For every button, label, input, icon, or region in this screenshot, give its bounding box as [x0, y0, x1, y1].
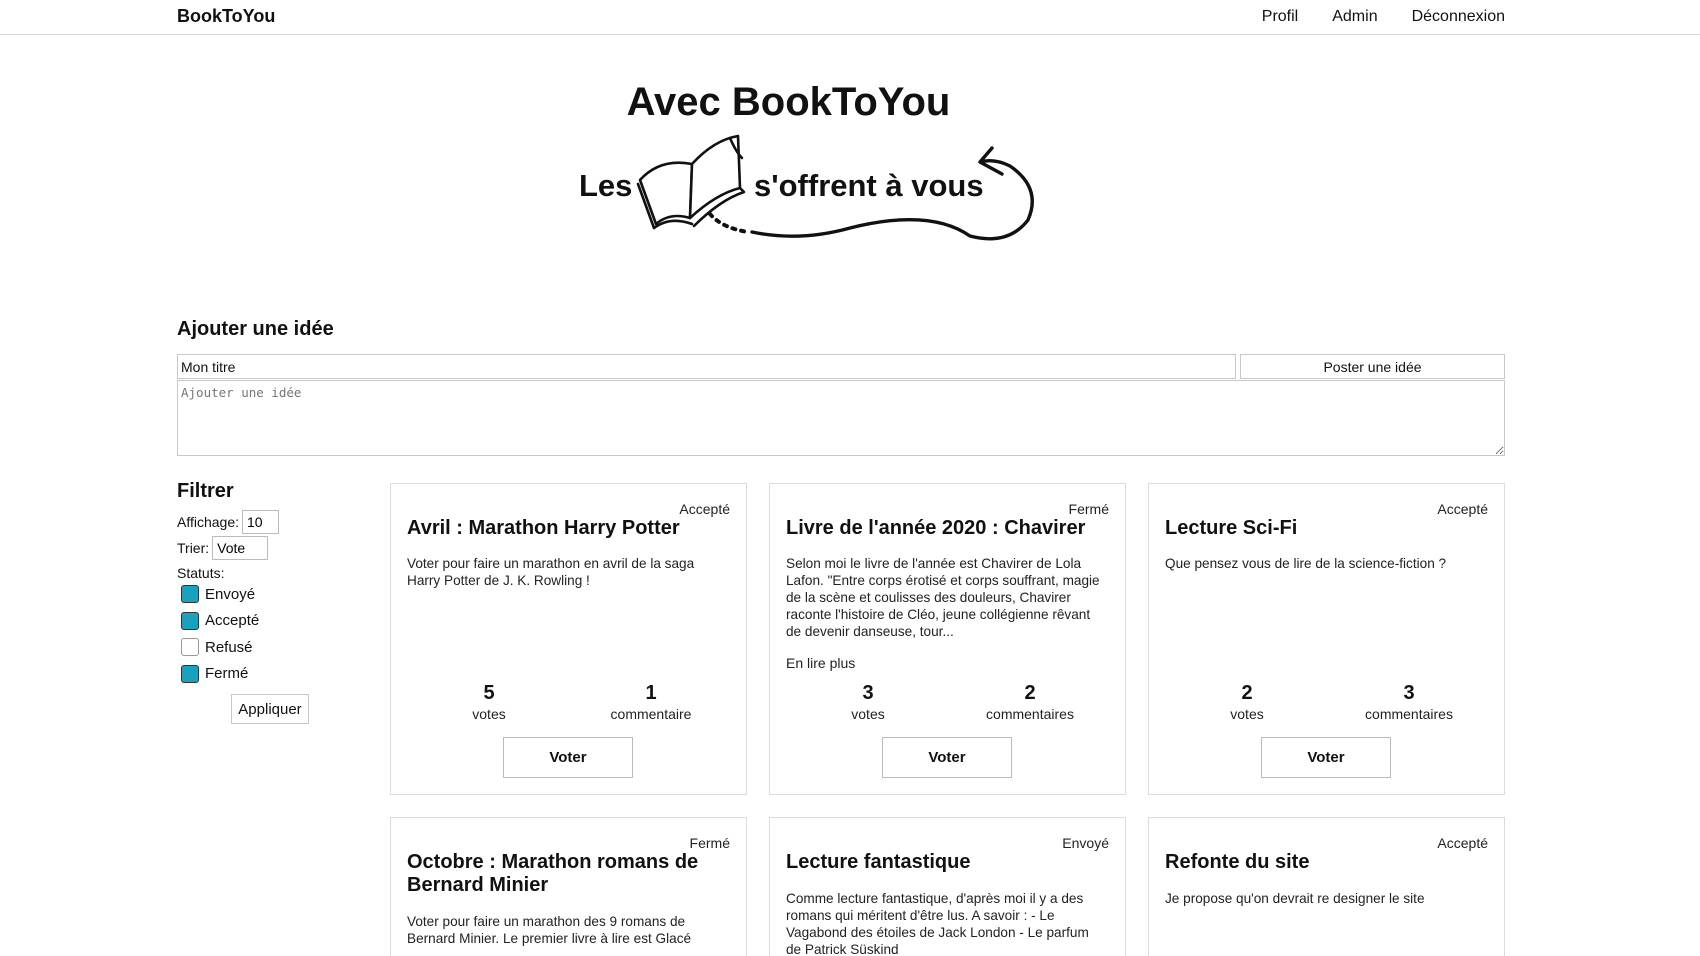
idea-title[interactable]: Lecture fantastique — [786, 851, 971, 873]
brand-logo[interactable]: BookToYou — [177, 6, 276, 26]
idea-card — [769, 483, 1126, 795]
hero-suffix: s'offrent à vous — [754, 168, 984, 203]
votes-label: votes — [1230, 706, 1264, 722]
idea-description: Que pensez vous de lire de la science-fiction ? — [1165, 556, 1447, 571]
nav-admin-link[interactable]: Admin — [1332, 8, 1378, 25]
status-option-label: Envoyé — [205, 585, 256, 603]
checkbox-icon[interactable] — [181, 585, 199, 603]
vote-button[interactable]: Voter — [882, 737, 1012, 778]
nav-profil-link[interactable]: Profil — [1261, 8, 1299, 25]
status-option-label: Fermé — [205, 665, 249, 683]
vote-button[interactable]: Voter — [503, 737, 633, 778]
hero-prefix: Les — [579, 168, 633, 203]
status-badge: Accepté — [1437, 501, 1488, 517]
hero-title: Avec BookToYou — [626, 80, 951, 124]
idea-title-input[interactable] — [177, 354, 1236, 379]
status-checkbox-ferme[interactable] — [181, 661, 377, 688]
votes-stat — [808, 682, 928, 722]
read-more-link[interactable]: En lire plus — [786, 655, 856, 671]
status-badge: Envoyé — [1062, 835, 1109, 851]
apply-filter-button[interactable]: Appliquer — [231, 694, 309, 724]
idea-title[interactable]: Livre de l'année 2020 : Chavirer — [786, 517, 1086, 539]
idea-card — [769, 817, 1126, 956]
comments-count: 3 — [1403, 682, 1415, 704]
checkbox-icon[interactable] — [181, 638, 199, 656]
checkbox-icon[interactable] — [181, 665, 199, 683]
status-checkbox-envoye[interactable] — [181, 581, 377, 608]
idea-title[interactable]: Avril : Marathon Harry Potter — [407, 517, 680, 539]
status-label: Statuts: — [177, 565, 225, 581]
idea-description: Voter pour faire un marathon des 9 romans de Bernard Minier. Le premier livre à lire est Glacé — [407, 914, 692, 946]
nav-logout-link[interactable]: Déconnexion — [1411, 8, 1505, 25]
idea-description: Je propose qu'on devrait re designer le site — [1165, 891, 1425, 906]
top-navbar — [0, 0, 1700, 35]
book-illustration-icon — [630, 128, 1050, 263]
votes-stat — [1187, 682, 1307, 722]
idea-title[interactable]: Refonte du site — [1165, 851, 1310, 873]
votes-count: 3 — [862, 682, 874, 704]
idea-card — [390, 817, 747, 956]
votes-count: 2 — [1241, 682, 1253, 704]
status-checkbox-refuse[interactable] — [181, 634, 377, 661]
votes-label: votes — [472, 706, 506, 722]
idea-card — [1148, 817, 1505, 956]
checkbox-icon[interactable] — [181, 612, 199, 630]
status-badge: Accepté — [679, 501, 730, 517]
display-label: Affichage: — [177, 514, 240, 530]
status-option-label: Accepté — [205, 612, 260, 630]
status-checkbox-accepte[interactable] — [181, 608, 377, 635]
status-badge: Fermé — [1068, 501, 1109, 517]
idea-card — [390, 483, 747, 795]
idea-description: Voter pour faire un marathon en avril de la saga Harry Potter de J. K. Rowling ! — [407, 556, 695, 588]
idea-description: Selon moi le livre de l'année est Chavirer de Lola Lafon. "Entre corps érotisé et corps souffrant, magie de la scène et coulisses des douleurs, Chavirer raconte l'histoire de Cléo, jeune collégienne rêvant de devenir danseuse, tour... — [786, 556, 1100, 639]
idea-description-textarea[interactable] — [177, 380, 1505, 456]
idea-title[interactable]: Lecture Sci-Fi — [1165, 517, 1298, 539]
filter-panel — [177, 480, 377, 724]
comments-stat — [970, 682, 1090, 722]
status-option-label: Refusé — [205, 638, 253, 656]
filter-heading: Filtrer — [177, 480, 234, 502]
comments-stat — [591, 682, 711, 722]
main-nav — [1262, 8, 1505, 26]
add-idea-heading: Ajouter une idée — [177, 318, 334, 340]
comments-count: 1 — [645, 682, 657, 704]
comments-label: commentaires — [1365, 706, 1453, 722]
vote-button[interactable]: Voter — [1261, 737, 1391, 778]
display-count-input[interactable] — [242, 510, 279, 534]
comments-label: commentaires — [986, 706, 1074, 722]
status-badge: Fermé — [689, 835, 730, 851]
sort-input[interactable] — [212, 536, 268, 560]
status-badge: Accepté — [1437, 835, 1488, 851]
post-idea-button[interactable]: Poster une idée — [1240, 354, 1505, 379]
idea-description: Comme lecture fantastique, d'après moi il y a des romans qui méritent d'être lus. A savoir : - Le Vagabond des étoiles de Jack London - Le parfum de Patrick Süskind — [786, 891, 1089, 956]
votes-count: 5 — [483, 682, 495, 704]
comments-stat — [1349, 682, 1469, 722]
comments-count: 2 — [1024, 682, 1036, 704]
idea-card — [1148, 483, 1505, 795]
comments-label: commentaire — [610, 706, 692, 722]
idea-title[interactable]: Octobre : Marathon romans de Bernard Minier — [407, 851, 699, 896]
votes-stat — [429, 682, 549, 722]
votes-label: votes — [851, 706, 885, 722]
sort-label: Trier: — [177, 540, 210, 556]
